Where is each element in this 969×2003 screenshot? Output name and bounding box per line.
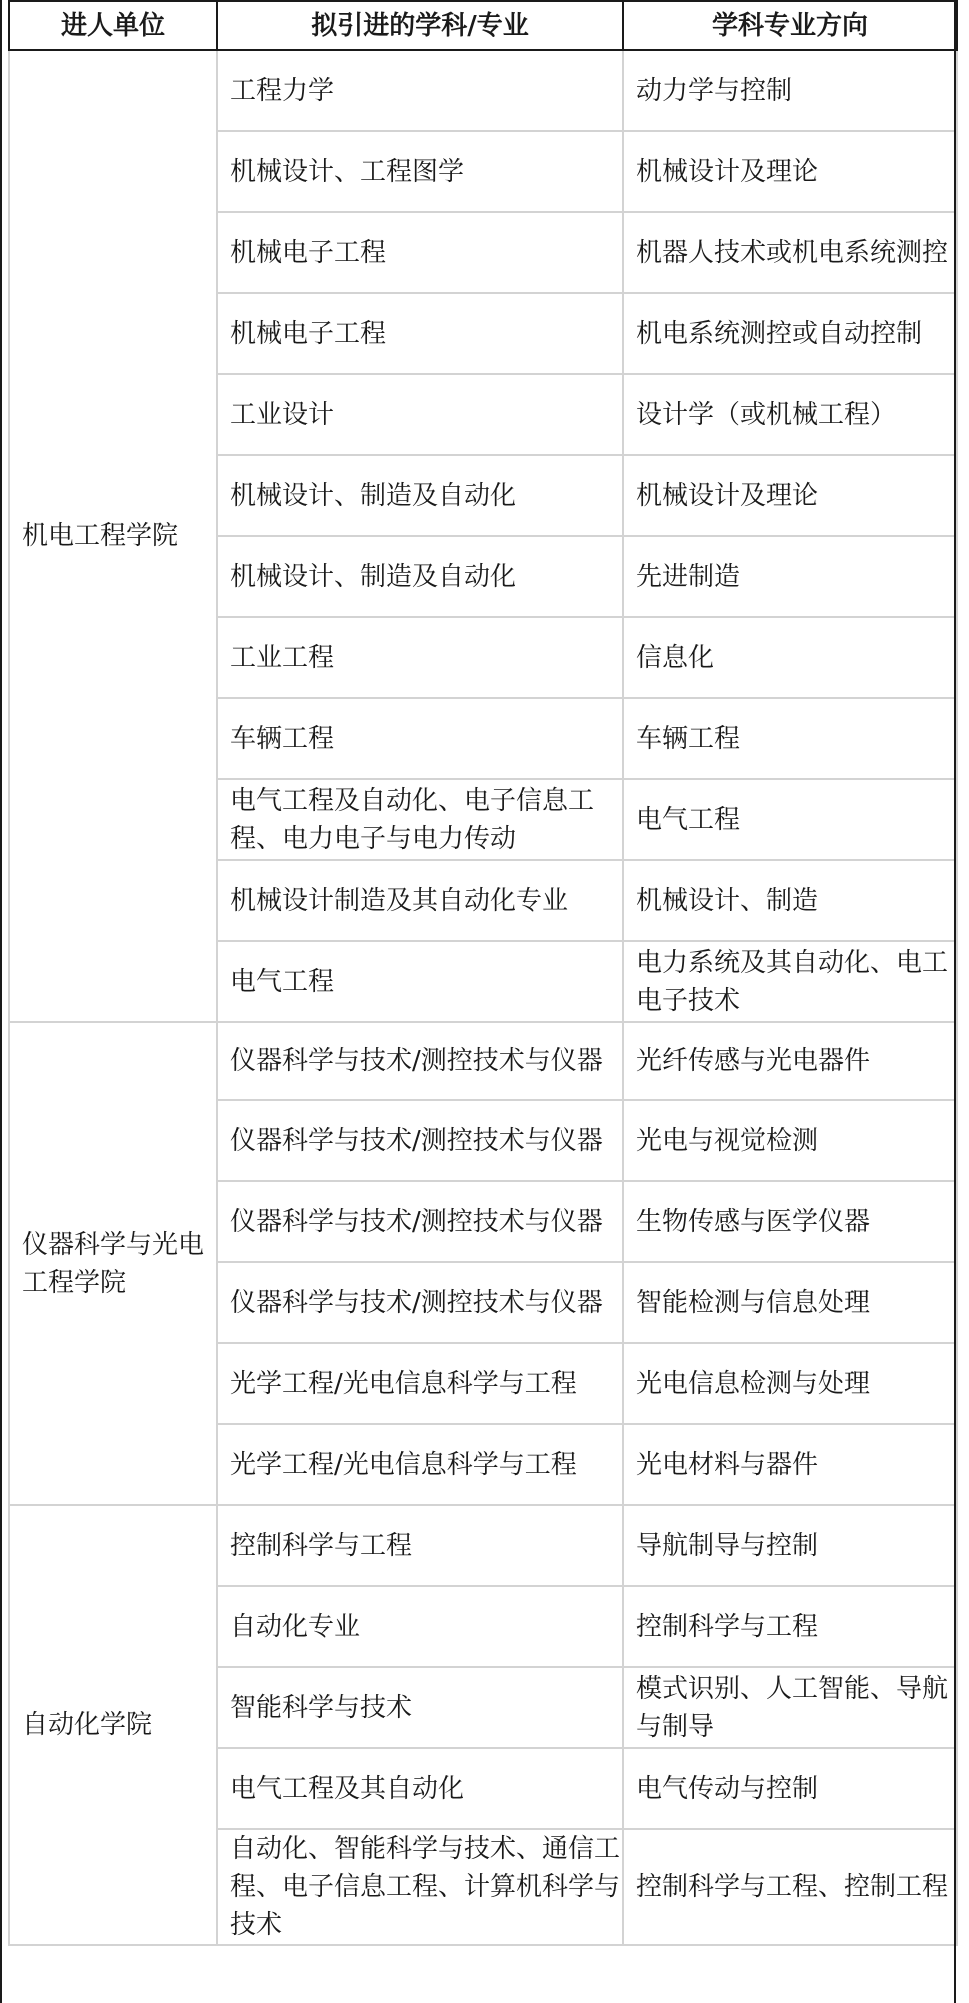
major-cell: 工业设计: [217, 374, 623, 455]
direction-cell: 光电信息检测与处理: [623, 1343, 957, 1424]
table-row: [9, 1505, 957, 1586]
table-row: [9, 1022, 957, 1100]
direction-cell: 设计学（或机械工程）: [623, 374, 957, 455]
major-cell: 光学工程/光电信息科学与工程: [217, 1343, 623, 1424]
direction-cell: 先进制造: [623, 536, 957, 617]
direction-cell: 机械设计及理论: [623, 455, 957, 536]
direction-cell: 机电系统测控或自动控制: [623, 293, 957, 374]
right-border-line: [954, 0, 956, 2003]
major-cell: 仪器科学与技术/测控技术与仪器: [217, 1100, 623, 1181]
major-cell: 仪器科学与技术/测控技术与仪器: [217, 1262, 623, 1343]
direction-cell: 光电与视觉检测: [623, 1100, 957, 1181]
direction-cell: 控制科学与工程、控制工程: [623, 1829, 957, 1945]
direction-cell: 信息化: [623, 617, 957, 698]
major-cell: 光学工程/光电信息科学与工程: [217, 1424, 623, 1505]
major-cell: 车辆工程: [217, 698, 623, 779]
major-cell: 仪器科学与技术/测控技术与仪器: [217, 1181, 623, 1262]
direction-cell: 生物传感与医学仪器: [623, 1181, 957, 1262]
major-cell: 机械设计、工程图学: [217, 131, 623, 212]
major-cell: 电气工程: [217, 941, 623, 1022]
unit-cell: 自动化学院: [9, 1505, 217, 1945]
major-cell: 工程力学: [217, 50, 623, 131]
direction-cell: 导航制导与控制: [623, 1505, 957, 1586]
direction-cell: 光纤传感与光电器件: [623, 1022, 957, 1100]
left-border-line: [0, 0, 2, 2003]
header-row: [9, 1, 957, 50]
direction-cell: 智能检测与信息处理: [623, 1262, 957, 1343]
discipline-table: [8, 0, 958, 1946]
direction-cell: 电气工程: [623, 779, 957, 860]
direction-cell: 机械设计、制造: [623, 860, 957, 941]
major-cell: 仪器科学与技术/测控技术与仪器: [217, 1022, 623, 1100]
header-major: 拟引进的学科/专业: [217, 1, 623, 50]
major-cell: 机械设计、制造及自动化: [217, 455, 623, 536]
major-cell: 自动化专业: [217, 1586, 623, 1667]
unit-cell: 机电工程学院: [9, 50, 217, 1022]
major-cell: 机械设计、制造及自动化: [217, 536, 623, 617]
table-row: [9, 50, 957, 131]
major-cell: 机械电子工程: [217, 212, 623, 293]
unit-cell: 仪器科学与光电工程学院: [9, 1022, 217, 1505]
major-cell: 工业工程: [217, 617, 623, 698]
major-cell: 智能科学与技术: [217, 1667, 623, 1748]
direction-cell: 电力系统及其自动化、电工电子技术: [623, 941, 957, 1022]
major-cell: 控制科学与工程: [217, 1505, 623, 1586]
direction-cell: 光电材料与器件: [623, 1424, 957, 1505]
header-direction: 学科专业方向: [623, 1, 957, 50]
major-cell: 电气工程及其自动化: [217, 1748, 623, 1829]
major-cell: 自动化、智能科学与技术、通信工程、电子信息工程、计算机科学与技术: [217, 1829, 623, 1945]
major-cell: 电气工程及自动化、电子信息工程、电力电子与电力传动: [217, 779, 623, 860]
major-cell: 机械电子工程: [217, 293, 623, 374]
direction-cell: 机器人技术或机电系统测控: [623, 212, 957, 293]
direction-cell: 控制科学与工程: [623, 1586, 957, 1667]
direction-cell: 动力学与控制: [623, 50, 957, 131]
direction-cell: 机械设计及理论: [623, 131, 957, 212]
direction-cell: 电气传动与控制: [623, 1748, 957, 1829]
major-cell: 机械设计制造及其自动化专业: [217, 860, 623, 941]
direction-cell: 车辆工程: [623, 698, 957, 779]
header-unit: 进人单位: [9, 1, 217, 50]
direction-cell: 模式识别、人工智能、导航与制导: [623, 1667, 957, 1748]
